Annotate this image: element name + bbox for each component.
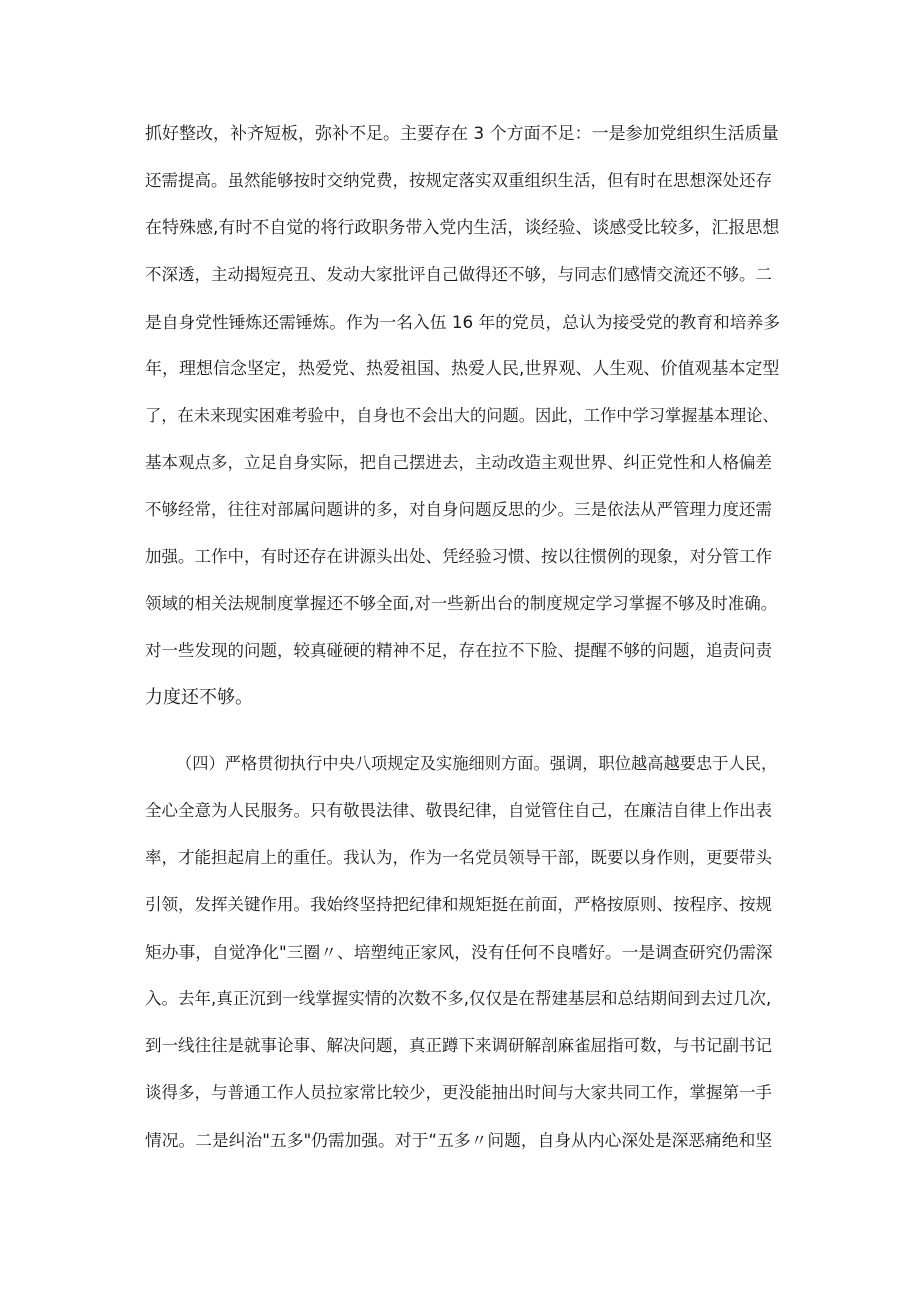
paragraph-2-line: 情况。二是纠治"五多"仍需加强。对于“五多〃问题，自身从内心深处是深恶痛绝和坚 xyxy=(145,1130,773,1150)
paragraph-2-first-line: （四）严格贯彻执行中央八项规定及实施细则方面。强调，职位越高越要忠于人民， xyxy=(176,754,778,773)
paragraph-1-line: 力度还不够。 xyxy=(145,687,253,708)
paragraph-1-line: 领域的相关法规制度掌握还不够全面,对一些新出台的制度规定学习掌握不够及时准确。 xyxy=(145,594,778,613)
paragraph-2-line: 率，才能担起肩上的重任。我认为，作为一名党员领导干部，既要以身作则，更要带头 xyxy=(145,848,772,867)
paragraph-1-line: 了，在未来现实困难考验中，自身也不会出大的问题。因此，工作中学习掌握基本理论、 xyxy=(145,406,779,425)
paragraph-1-line: 基本观点多，立足自身实际，把自己摆进去，主动改造主观世界、纠正党性和人格偏差 xyxy=(145,453,772,472)
paragraph-2-line: 引领，发挥关键作用。我始终坚持把纪律和规矩挺在前面，严格按原则、按程序、按规 xyxy=(145,895,772,914)
paragraph-2-line: 谈得多，与普通工作人员拉家常比较少，更没能抽出时间与大家共同工作，掌握第一手 xyxy=(145,1083,772,1102)
paragraph-1-line: 抓好整改，补齐短板，弥补不足。主要存在 3 个方面不足：一是参加党组织生活质量 xyxy=(145,124,779,144)
paragraph-2-line: 到一线往往是就事论事、解决问题，真正蹲下来调研解剖麻雀屈指可数，与书记副书记 xyxy=(145,1036,772,1055)
paragraph-1-line: 对一些发现的问题，较真碰硬的精神不足，存在拉不下脸、提醒不够的问题，追责问责 xyxy=(145,641,772,660)
paragraph-1-line: 是自身党性锤炼还需锤炼。作为一名入伍 16 年的党员，总认为接受党的教育和培养多 xyxy=(145,312,780,332)
paragraph-2-line: 全心全意为人民服务。只有敬畏法律、敬畏纪律，自觉管住自己，在廉洁自律上作出表 xyxy=(145,801,772,820)
paragraph-1-line: 在特殊感,有时不自觉的将行政职务带入党内生活，谈经验、谈感受比较多，汇报思想 xyxy=(145,218,780,238)
paragraph-1-line: 不够经常，往往对部属问题讲的多，对自身问题反思的少。三是依法从严管理力度还需 xyxy=(145,500,772,519)
paragraph-1-line: 还需提高。虽然能够按时交纳党费，按规定落实双重组织生活，但有时在思想深处还存 xyxy=(145,171,772,190)
paragraph-1-line: 加强。工作中，有时还存在讲源头出处、凭经验习惯、按以往惯例的现象，对分管工作 xyxy=(145,547,772,566)
paragraph-1-line: 年，理想信念坚定，热爱党、热爱祖国、热爱人民,世界观、人生观、价值观基本定型 xyxy=(145,359,780,379)
paragraph-2-line: 矩办事，自觉净化"三圈〃、培塑纯正家风，没有任何不良嗜好。一是调查研究仍需深 xyxy=(145,942,773,962)
paragraph-2-line: 入。去年,真正沉到一线掌握实情的次数不多,仅仅是在帮建基层和总结期间到去过几次, xyxy=(145,989,772,1008)
paragraph-1-line: 不深透，主动揭短亮丑、发动大家批评自己做得还不够，与同志们感情交流还不够。二 xyxy=(145,265,772,284)
